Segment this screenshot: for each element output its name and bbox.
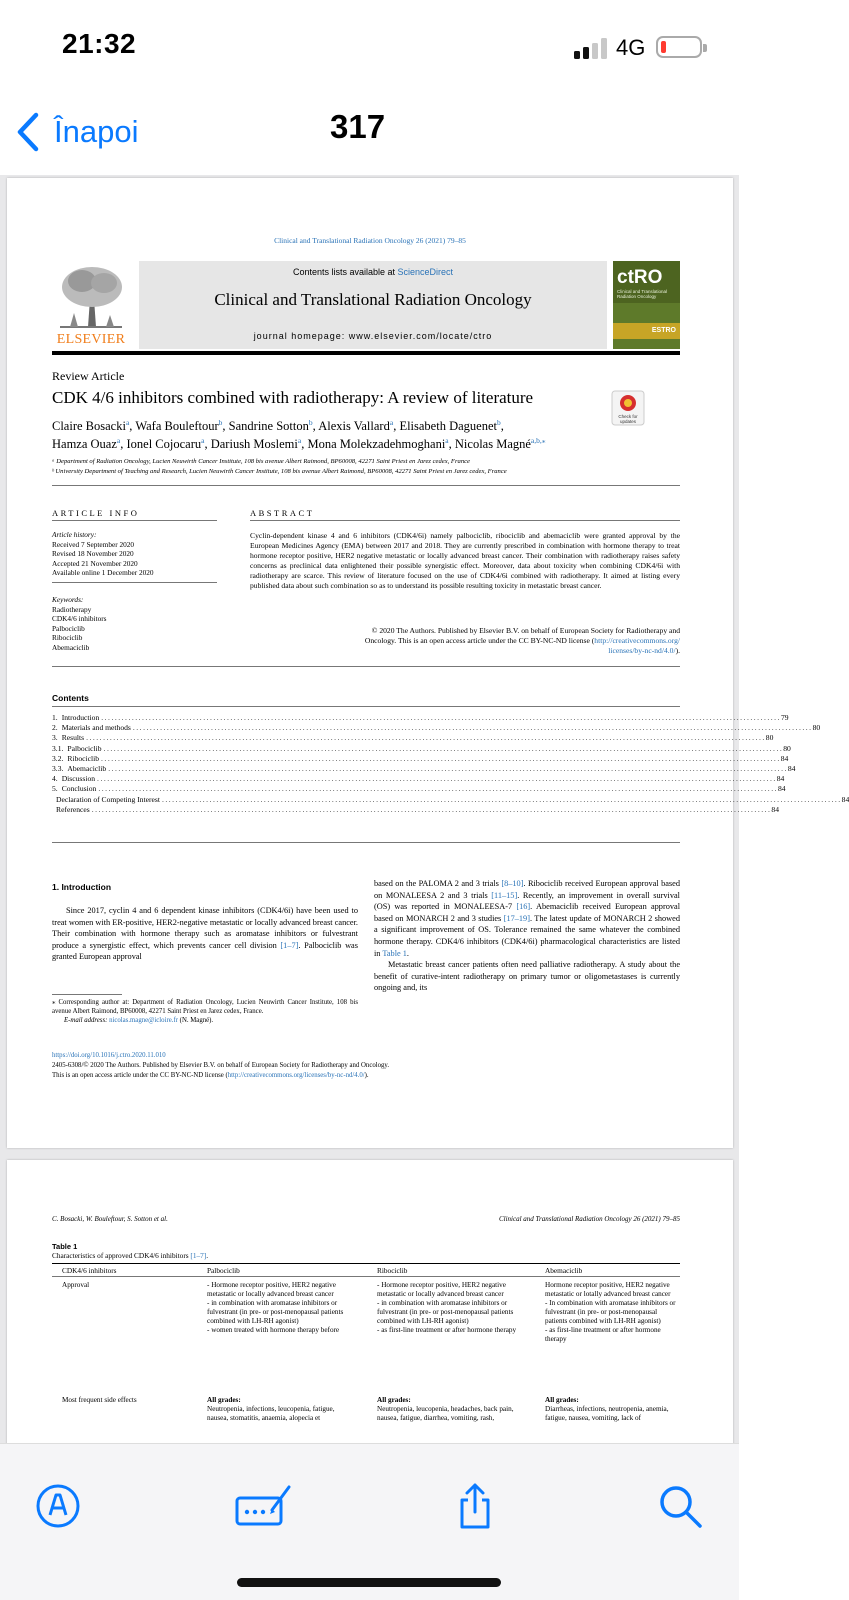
abstract-heading: ABSTRACT <box>250 508 315 518</box>
toc-entry[interactable] <box>52 743 791 754</box>
share-icon[interactable] <box>451 1482 499 1530</box>
body-text: . Ribociclib received European approval based on MONALEESA 2 and 3 trials <box>374 879 680 900</box>
corresponding-text: ⁎ Corresponding author at: Department of Radiation Oncology, Lucien Neuwirth Cancer Institute, 108 bis avenue Albert Raimond, BP60008, 42271 Saint Priest en Jarez cedex, France. <box>52 999 358 1015</box>
status-bar <box>0 0 739 95</box>
check-for-updates-icon[interactable] <box>611 390 645 426</box>
table-cell <box>207 1396 357 1423</box>
author-affiliation-mark: a <box>201 436 205 445</box>
table-of-contents <box>52 713 849 815</box>
citation-link[interactable]: [8–10] <box>501 879 524 888</box>
toc-number: 4. <box>52 774 58 784</box>
history-label: Article history: <box>52 530 97 539</box>
toc-entry[interactable] <box>52 713 789 723</box>
history-item: Received 7 September 2020 <box>52 539 135 549</box>
author-affiliation-mark: a <box>125 418 130 427</box>
citation-link[interactable]: Table 1 <box>382 948 407 958</box>
toc-page: 84 <box>780 753 789 763</box>
table-header: Abemaciclib <box>545 1266 583 1275</box>
back-button[interactable] <box>14 109 138 155</box>
author-name: Nicolas Magné <box>454 437 531 452</box>
author-name: Dariush Moslemi <box>210 437 298 452</box>
author-affiliation-mark: a <box>389 418 394 427</box>
toc-entry[interactable] <box>52 763 796 774</box>
toc-title: Introduction <box>61 713 100 722</box>
toc-number: 3.3. <box>52 763 64 773</box>
table-rule <box>52 1276 680 1277</box>
cellular-signal-icon <box>574 37 608 59</box>
running-head-right: Clinical and Translational Radiation Oncology 26 (2021) 79–85 <box>498 1215 680 1223</box>
citation-link[interactable]: [11–15] <box>491 890 518 900</box>
table-rule <box>52 1263 680 1264</box>
toc-title: Conclusion <box>61 784 97 794</box>
author-affiliation-mark: a <box>297 436 302 445</box>
table-cell: - Hormone receptor positive, HER2 negative metastatic or locally advanced breast cancer - in combination with aromatase inhibitors or fulvestrant (in pre- or post-menopausal patients combined with LH-RH agonist) - women treated with hormone therapy before <box>207 1281 344 1334</box>
oa-suffix: ). <box>364 1072 369 1079</box>
page-title: 317 <box>330 108 386 145</box>
divider <box>52 666 680 667</box>
battery-icon <box>656 36 702 58</box>
corresponding-author <box>52 998 358 1025</box>
table-cell: Hormone receptor positive, HER2 negative metastatic or lotally advanced breast cancer - In combination with aromatase inhibitors or fulvestrant (in pre- or post-menopausal patients combined with LH-RH agonist) - as first-line treatment or after hormone therapy <box>545 1281 676 1343</box>
authors-line-1: Claire Bosacki$^a$, Wafa Bouleftour$^b$, Sandrine Sotton$^b$, Alexis Vallard$^a$, Elisabeth Daguenet$^b$, <box>52 418 504 434</box>
email-label: E-mail address: <box>64 1017 110 1024</box>
history-item: Revised 18 November 2020 <box>52 549 134 559</box>
body-text: Metastatic breast cancer patients often need palliative radiotherapy. A study about the benefit of curative-intent radiotherapy on primary tumor or oligometastases is currently ongoing and, its <box>374 960 680 993</box>
table-label: Table 1 <box>52 1242 78 1251</box>
toc-entry[interactable] <box>52 794 849 805</box>
issn-line: 2405-6308/© 2020 The Authors. Published by Elsevier B.V. on behalf of European Society for Radiotherapy and Oncology. <box>52 1062 390 1069</box>
author-affiliation-mark: b <box>218 418 223 427</box>
masthead-box <box>139 261 607 349</box>
contents-heading: Contents <box>52 693 89 703</box>
section-heading: 1. Introduction <box>52 882 112 892</box>
markup-icon[interactable] <box>34 1482 82 1530</box>
running-head-left: C. Bosacki, W. Bouleftour, S. Sotton et al. <box>52 1215 168 1223</box>
author-affiliation-mark: a <box>445 436 449 445</box>
toc-title: Ribociclib <box>67 753 100 763</box>
toc-page: 79 <box>780 713 789 722</box>
article-title: CDK 4/6 inhibitors combined with radiotherapy: A review of literature <box>52 388 534 407</box>
toc-leader: ........................................................................................................................................................................................................ <box>101 753 781 763</box>
home-indicator[interactable] <box>237 1578 501 1587</box>
toc-entry[interactable] <box>52 804 780 815</box>
toc-page: 84 <box>776 774 785 784</box>
keywords <box>52 595 217 653</box>
toc-number: 3.2. <box>52 753 64 763</box>
affiliation-a: ᵃ Department of Radiation Oncology, Lucien Neuwirth Cancer Institute, 108 bis avenue Albert Raimond, BP60008, 42271 Saint Priest en Jarez cedex, France <box>52 458 470 465</box>
license-link[interactable]: http://creativecommons.org/licenses/by-nc-nd/4.0/ <box>227 1072 365 1079</box>
toc-leader: ........................................................................................................................................................................................................ <box>132 723 813 733</box>
divider <box>52 485 680 486</box>
chevron-left-icon <box>14 111 42 153</box>
toc-number: 2. <box>52 723 58 733</box>
toc-entry[interactable] <box>52 723 821 733</box>
author-name: Mona Molekzadehmoghani <box>307 437 446 452</box>
email-suffix: (N. Magné). <box>177 1017 214 1024</box>
divider <box>52 842 680 843</box>
toc-page: 84 <box>771 804 780 814</box>
copyright-line: © 2020 The Authors. Published by Elsevier B.V. on behalf of European Society for Radiotherapy and <box>371 626 680 635</box>
journal-masthead <box>52 261 680 349</box>
caption-text: Characteristics of approved CDK4/6 inhibitors <box>52 1251 191 1260</box>
toc-page: 80 <box>765 733 774 743</box>
elsevier-wordmark: ELSEVIER <box>56 332 126 347</box>
body-text: based on the PALOMA 2 and 3 trials <box>374 879 502 888</box>
copyright-end: ). <box>675 645 680 655</box>
divider <box>52 520 217 521</box>
grades-label: All grades: <box>545 1396 579 1404</box>
table-cell: - Hormone receptor positive, HER2 negative metastatic or locally advanced breast cancer - in combination with aromatase inhibitors or fulvestrant (in pre- or post-menopausal patients combined with LH-RH agonist) - as first-line treatment or after hormone therapy <box>377 1281 517 1334</box>
author-affiliation-mark: a <box>116 436 121 445</box>
toc-entry[interactable] <box>52 733 774 743</box>
network-type: 4G <box>616 35 646 60</box>
body-text: . Palbociclib was granted European approval <box>52 940 358 962</box>
toc-number: 3.1. <box>52 743 64 753</box>
toc-title: References <box>56 804 90 814</box>
toc-page: 80 <box>812 723 821 733</box>
toc-number: 1. <box>52 713 58 722</box>
copyright-text: Oncology. This is an open access article under the CC BY-NC-ND license ( <box>364 635 595 645</box>
body-text: . Recently, an improvement in overall survival (OS) was reported in MONALEESA-7 <box>374 890 680 912</box>
toc-leader: ........................................................................................................................................................................................................ <box>103 743 784 753</box>
author-name: Elisabeth Daguenet <box>399 419 497 434</box>
table-header: CDK4/6 inhibitors <box>62 1266 117 1275</box>
journal-name: Clinical and Translational Radiation Oncology <box>214 290 532 309</box>
keyword: Ribociclib <box>52 633 83 643</box>
doi-link[interactable]: https://doi.org/10.1016/j.ctro.2020.11.010 <box>52 1052 166 1059</box>
toc-leader: ........................................................................................................................................................................................................ <box>97 774 777 784</box>
toc-entry[interactable] <box>52 753 789 764</box>
svg-text:Check for: Check for <box>618 414 638 419</box>
toc-leader: ........................................................................................................................................................................................................ <box>91 804 772 814</box>
toc-leader: ........................................................................................................................................................................................................ <box>161 794 842 804</box>
toc-page: 84 <box>787 763 796 773</box>
body-text: Since 2017, cyclin 4 and 6 dependent kinase inhibitors (CDK4/6i) have been used to treat women with ER-positive, HER2-negative metastatic or locally advanced breast cancer. Their combination with hormone therapy such as aromatase inhibitors or fulvestrant produce a synergistic effect, which prevents cancer cell division <box>52 906 358 950</box>
body-text: . Abemaciclib received European approval based on MONARCH 2 and 3 studies <box>374 902 680 923</box>
author-name: Hamza Ouaz <box>52 437 117 452</box>
toc-leader: ........................................................................................................................................................................................................ <box>101 713 781 722</box>
citation-link[interactable]: [16] <box>516 902 531 912</box>
abstract-copyright <box>250 626 680 656</box>
author-name: Claire Bosacki <box>52 419 126 434</box>
email-link[interactable]: nicolas.magne@icloire.fr <box>109 1017 178 1024</box>
toc-entry[interactable] <box>52 774 785 784</box>
author-name: Alexis Vallard <box>318 419 390 434</box>
side-effects-text: Diarrheas, infections, neutropenia, anemia, fatigue, nausea, vomiting, lack of <box>545 1405 669 1422</box>
toc-title: Discussion <box>61 774 96 784</box>
status-time: 21:32 <box>62 28 137 59</box>
toc-leader: ........................................................................................................................................................................................................ <box>98 784 778 794</box>
toc-leader: ........................................................................................................................................................................................................ <box>108 763 788 773</box>
toc-number: 3. <box>52 733 58 743</box>
estro-badge: ESTRO <box>651 327 676 334</box>
grades-label: All grades: <box>377 1396 411 1404</box>
toc-page: 80 <box>783 743 791 753</box>
ctro-cover-subtitle: Clinical and Translational Radiation Oncology <box>617 289 668 299</box>
author-name: Sandrine Sotton <box>228 419 309 434</box>
toc-leader: ........................................................................................................................................................................................................ <box>86 733 766 743</box>
divider <box>52 706 680 707</box>
side-effects-text: Neutropenia, infections, leucopenia, fatigue, nausea, stomatitis, anaemia, alopecia et <box>207 1405 335 1422</box>
article-type: Review Article <box>52 369 125 383</box>
body-text: . <box>406 948 409 958</box>
journal-reference: Clinical and Translational Radiation Oncology 26 (2021) 79–85 <box>274 236 466 245</box>
table-header: Ribociclib <box>377 1266 408 1275</box>
citation-link[interactable]: [17–19] <box>503 913 530 923</box>
author-name: Ionel Cojocaru <box>126 437 202 452</box>
grades-label: All grades: <box>207 1396 241 1404</box>
contents-available <box>139 267 607 277</box>
table-row-label: Approval <box>62 1281 90 1289</box>
authors-line-2: Hamza Ouaz$^a$, Ionel Cojocaru$^a$, Dariush Moslemi$^a$, Mona Molekzadehmoghani$^a$, Nicolas Magné$^{a,b,⁎}$ <box>52 436 546 452</box>
citation-link[interactable]: [1–7] <box>280 940 299 950</box>
toc-title: Abemaciclib <box>67 763 107 773</box>
keyword: Palbociclib <box>52 623 85 633</box>
toc-number: 5. <box>52 784 58 794</box>
author-affiliation-mark: a,b,⁎ <box>530 436 546 445</box>
table-cell <box>377 1396 527 1423</box>
divider <box>52 582 217 583</box>
caption-ref[interactable]: [1–7] <box>190 1251 207 1260</box>
body-text: . The latest update of MONARCH 2 showed a significant improvement of OS. Tolerance remained the same whatever the combined hormone therapy. CDK4/6 inhibitors (CDK4/6i) pharmacological characteristics are listed in <box>374 913 680 958</box>
keyword: CDK4/6 inhibitors <box>52 614 107 624</box>
toc-entry[interactable] <box>52 784 786 794</box>
toc-title: Palbociclib <box>67 743 102 753</box>
search-icon[interactable] <box>656 1482 704 1530</box>
footnote-divider <box>52 994 122 995</box>
table-cell <box>545 1396 680 1423</box>
intro-column-2 <box>374 878 680 994</box>
masthead-divider <box>52 351 680 355</box>
ctro-logo: ctRO <box>617 267 663 288</box>
paragraph <box>374 959 680 994</box>
author-name: Wafa Bouleftour <box>135 419 219 434</box>
toc-page: 84 <box>841 794 849 804</box>
abstract-text: Cyclin-dependent kinase 4 and 6 inhibitors (CDK4/6i) namely palbociclib, ribociclib and abemaciclib were granted approval by the European Medicines Agency (EMA) between 2017 and 2018. They are currently prescribed in combination with hormone therapy to treat hormone receptor positive, HER2 negative metastatic or locally advanced breast cancer. Their combination with radiotherapy raises safety concerns as preclinical data enlightened their possible synergistic effect. Moreover, data about toxicity when combining CDK4/6i with radiotherapy are scarce. This review of literature focused on the use of CDK4/6i combined with radiotherapy. It aimed at listing every published data about such combination so as to understand its possible resulting toxicity in metastatic breast cancer. <box>250 531 680 590</box>
pdf-page-1 <box>7 178 849 1148</box>
toc-title: Results <box>61 733 85 743</box>
history-item: Accepted 21 November 2020 <box>52 558 138 568</box>
toc-page: 84 <box>778 784 786 794</box>
divider <box>250 520 680 521</box>
history-item: Available online 1 December 2020 <box>52 568 154 578</box>
toc-title: Materials and methods <box>61 723 131 733</box>
bottom-toolbar <box>0 1443 739 1600</box>
paragraph <box>374 878 680 959</box>
sciencedirect-link[interactable]: ScienceDirect <box>397 267 454 277</box>
open-access-line <box>52 1072 369 1079</box>
table-row-label: Most frequent side effects <box>62 1396 137 1404</box>
caption-suffix: . <box>206 1251 209 1260</box>
back-label: Înapoi <box>54 114 139 149</box>
author-affiliation-mark: b <box>496 418 501 427</box>
table-header: Palbociclib <box>207 1266 240 1275</box>
author-affiliation-mark: b <box>308 418 313 427</box>
journal-cover <box>613 261 680 349</box>
pdf-page-2 <box>7 1160 733 1460</box>
table-caption <box>52 1251 208 1260</box>
article-info-heading: ARTICLE INFO <box>52 508 140 518</box>
oa-text: This is an open access article under the CC BY-NC-ND license ( <box>52 1072 228 1079</box>
article-history <box>52 530 217 578</box>
intro-column-1 <box>52 905 358 963</box>
license-link[interactable]: licenses/by-nc-nd/4.0/ <box>608 645 676 655</box>
license-link[interactable]: http://creativecommons.org/ <box>594 635 680 645</box>
keyword: Abemaciclib <box>52 642 90 652</box>
toc-title: Declaration of Competing Interest <box>56 794 160 804</box>
contents-available-text: Contents lists available at <box>292 267 398 277</box>
journal-homepage: journal homepage: www.elsevier.com/locate/ctro <box>253 331 493 341</box>
side-effects-text: Neutropenia, leucopenia, headaches, back pain, nausea, fatigue, diarrhea, vomiting, rash, <box>377 1405 514 1422</box>
keywords-label: Keywords: <box>52 595 84 604</box>
keyword: Radiotherapy <box>52 604 92 614</box>
svg-text:updates: updates <box>619 419 637 424</box>
pdf-viewer[interactable] <box>0 175 849 1443</box>
keyboard-icon[interactable] <box>234 1482 294 1530</box>
affiliation-b: ᵇ University Department of Teaching and Research, Lucien Neuwirth Cancer Institute, 108 bis avenue Albert Raimond, BP60008, 42271 Saint Priest en Jarez cedex, France <box>52 468 507 475</box>
